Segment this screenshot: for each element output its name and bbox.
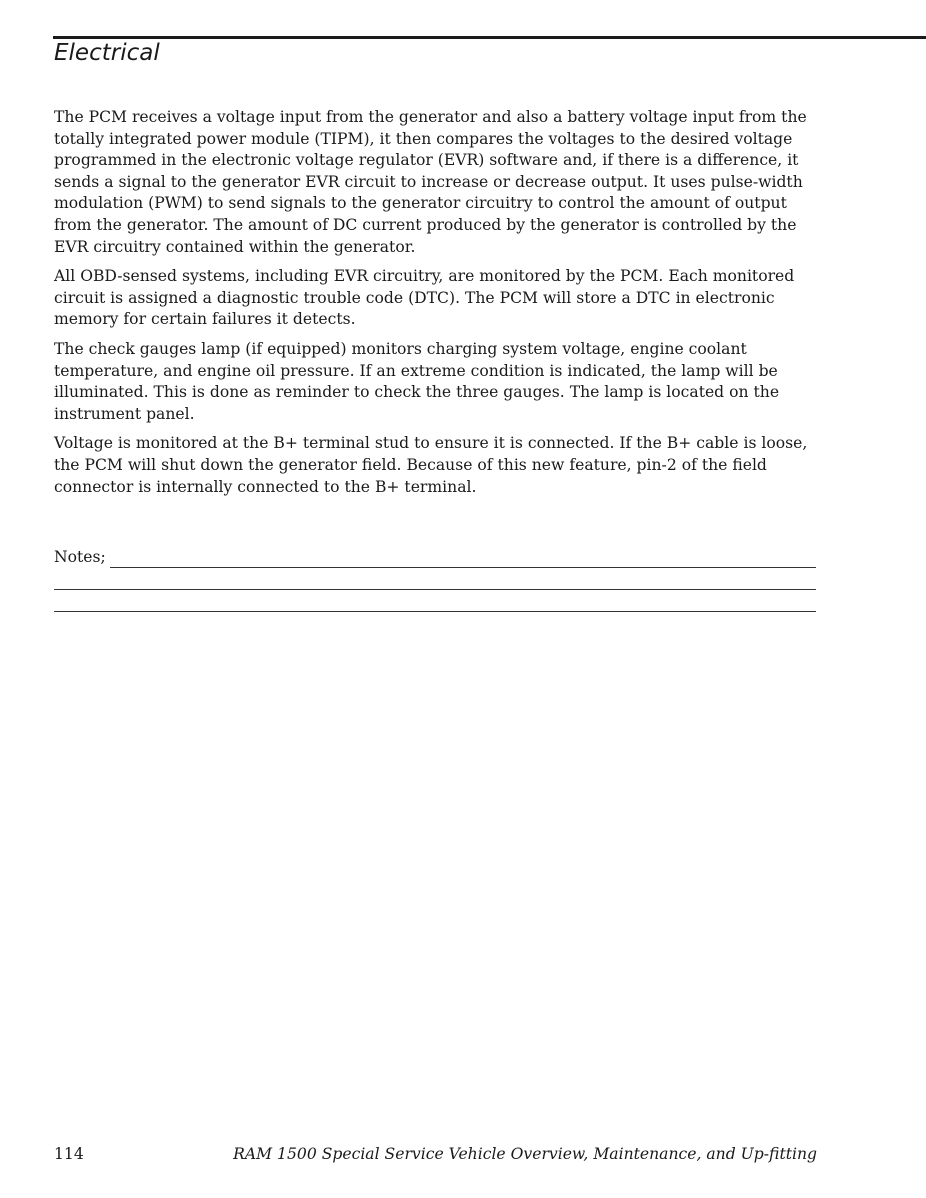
section-title: Electrical	[54, 40, 160, 66]
header-rule	[53, 36, 926, 39]
paragraph-check-gauges-lamp: The check gauges lamp (if equipped) monitors charging system voltage, engine coolant temperature, and engine oil pressure. If an extreme condition is indicated, the lamp will be illuminated. This is done as reminder to check the three gauges. The lamp is located on the instrument panel.	[54, 339, 780, 423]
notes-line	[54, 595, 816, 612]
notes-line	[110, 551, 816, 568]
paragraph-generator-voltage: The PCM receives a voltage input from the generator and also a battery voltage input from the totally integrated power module (TIPM), it then compares the voltages to the desired voltage programmed in the electronic voltage regulator (EVR) software and, if there is a difference, it sends a signal to the generator EVR circuit to increase or decrease output. It uses pulse-width modulation (PWM) to send signals to the generator circuitry to control the amount of output from the generator. The amount of DC current produced by the generator is controlled by the EVR circuitry contained within the generator.	[54, 108, 807, 256]
paragraph-b-plus-terminal: Voltage is monitored at the B+ terminal stud to ensure it is connected. If the B+ cable is loose, the PCM will shut down the generator field. Because of this new feature, pin-2 of the field connector is internally connected to the B+ terminal.	[54, 434, 808, 496]
body-text	[54, 107, 822, 506]
notes-row	[54, 568, 816, 590]
notes-label: Notes;	[54, 548, 106, 566]
notes-row	[54, 546, 816, 568]
notes-line	[54, 573, 816, 590]
page-number: 114	[54, 1145, 84, 1163]
notes-section	[54, 546, 816, 612]
page-footer	[54, 1143, 817, 1165]
notes-row	[54, 590, 816, 612]
footer-doc-title: RAM 1500 Special Service Vehicle Overview, Maintenance, and Up-fitting	[233, 1145, 817, 1163]
paragraph-obd-monitoring: All OBD-sensed systems, including EVR circuitry, are monitored by the PCM. Each monitored circuit is assigned a diagnostic trouble code (DTC). The PCM will store a DTC in electronic memory for certain failures it detects.	[54, 267, 795, 329]
